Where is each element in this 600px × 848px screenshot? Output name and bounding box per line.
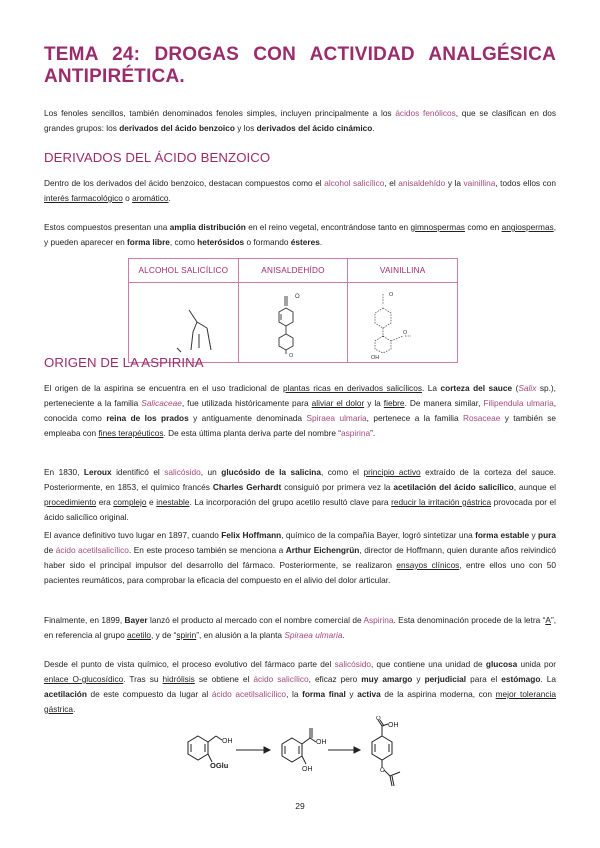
scheme-oh-label-4: OH	[388, 722, 399, 729]
text-run: gimnospermas	[410, 222, 465, 232]
text-run: Finalmente, en 1899,	[44, 615, 125, 625]
text-run: ”.	[370, 428, 376, 438]
text-run: . De esta última planta deriva parte del nombre “	[163, 428, 342, 438]
compounds-table	[128, 258, 458, 363]
text-run: . Esta denominación procede de la letra “	[393, 615, 546, 625]
text-run: derivados del ácido cinámico	[256, 123, 373, 133]
scheme-oh-label-3: OH	[302, 766, 313, 773]
text-run: extraído de la corteza del sauce. Posteriormente, en 1853, el químico francés	[44, 467, 556, 492]
text-run: fines terapéuticos	[98, 428, 164, 438]
text-run: , aunque el	[513, 482, 557, 492]
text-run: , químico de la compañía Bayer, logró sintetizar una	[281, 530, 476, 540]
text-run: , un	[200, 467, 222, 477]
cell-anisaldehido-structure	[238, 283, 348, 363]
text-run: Leroux	[83, 467, 112, 477]
vainillina-methoxy-o-label: O	[402, 329, 407, 336]
table-header-row	[129, 259, 458, 283]
text-run: procedimiento	[44, 497, 97, 507]
text-run: , todos ellos con	[495, 178, 556, 188]
text-run: .	[168, 193, 171, 203]
text-run: . De manera similar,	[404, 398, 484, 408]
text-run: Desde el punto de vista químico, el proceso evolutivo del fármaco parte del	[44, 659, 335, 669]
text-run: . La incorporación del grupo acetilo resultó clave para	[189, 497, 392, 507]
text-run: Salicaceae	[141, 398, 182, 408]
text-run: acetilo	[127, 630, 152, 640]
text-run: Spiraea ulmaria	[306, 413, 367, 423]
benzoico-paragraph-1	[44, 176, 556, 206]
text-run: A	[545, 615, 551, 625]
text-run: Arthur Eichengrün	[285, 545, 360, 555]
table-header-alcohol: ALCOHOL SALICÍLICO	[129, 259, 239, 283]
text-run: angiospermas	[501, 222, 554, 232]
text-run: heterósidos	[197, 237, 245, 247]
text-run: aspirina	[341, 428, 371, 438]
text-run: y los	[234, 123, 257, 133]
text-run: , fue utilizada históricamente para	[181, 398, 312, 408]
text-run: glucósido de la salicina	[221, 467, 321, 477]
vainillina-top-o-label: O	[388, 291, 393, 298]
text-run: Felix Hoffmann	[221, 530, 282, 540]
text-run: como en	[464, 222, 502, 232]
page-number: 29	[295, 801, 305, 811]
text-run: corteza del sauce	[440, 383, 513, 393]
text-run: acetilación	[44, 689, 87, 699]
text-run: glucosa	[485, 659, 518, 669]
text-run: y	[345, 689, 358, 699]
text-run: y	[412, 674, 425, 684]
text-run: ”, en referencia al grupo	[44, 615, 557, 640]
cell-alcohol-structure	[129, 283, 239, 363]
text-run: perjudicial	[424, 674, 467, 684]
text-run: reina de los prados	[106, 413, 189, 423]
text-run: , eficaz pero	[308, 674, 362, 684]
text-run: anisaldehído	[398, 178, 446, 188]
text-run: pura	[538, 530, 556, 540]
text-run: En 1830,	[44, 467, 84, 477]
text-run: o formando	[244, 237, 291, 247]
text-run: era	[96, 497, 114, 507]
text-run: se obtiene el	[194, 674, 254, 684]
benzoico-paragraph-2	[44, 220, 556, 250]
table-structure-row	[129, 283, 458, 363]
text-run: ácido salicílico	[253, 674, 309, 684]
text-run: acetilación del ácido salicílico	[393, 482, 514, 492]
text-run: de la aspirina moderna, con	[380, 689, 496, 699]
intro-paragraph	[44, 106, 556, 136]
text-run: Salix	[518, 383, 537, 393]
aspirina-paragraph-4	[44, 613, 556, 643]
text-run: aromático	[132, 193, 169, 203]
scheme-oh-label-2: OH	[316, 739, 327, 746]
text-run: sp.), perteneciente a la familia	[44, 383, 556, 408]
text-run: .	[319, 237, 323, 247]
vainillina-oh-label: OH	[370, 354, 379, 360]
text-run: , y de “	[151, 630, 177, 640]
text-run: hidrólisis	[162, 674, 195, 684]
text-run: y	[529, 530, 539, 540]
text-run: Bayer	[124, 615, 148, 625]
text-run: Spiraea ulmaria	[284, 630, 343, 640]
text-run: , como	[169, 237, 198, 247]
text-run: Los fenoles sencillos, también denominados fenoles simples, incluyen principalmente a los	[44, 108, 396, 118]
scheme-oh-label-1: OH	[222, 738, 233, 745]
text-run: spirin	[176, 630, 197, 640]
text-run: salicósido	[334, 659, 372, 669]
text-run: , el	[384, 178, 399, 188]
text-run: ácido acetilsalicílico	[55, 545, 129, 555]
text-run: inestable	[156, 497, 190, 507]
text-run: forma final	[302, 689, 346, 699]
aspirina-paragraph-2	[44, 465, 556, 525]
text-run: principio activo	[363, 467, 421, 477]
text-run: aliviar el dolor	[311, 398, 365, 408]
text-run: complejo	[113, 497, 147, 507]
text-run: , que contiene una unidad de	[371, 659, 486, 669]
text-run: El origen de la aspirina se encuentra en el uso tradicional de	[44, 383, 283, 393]
text-run: salicósido	[164, 467, 201, 477]
text-run: y antiguamente denominada	[188, 413, 307, 423]
alcohol-salicilico-structure-image	[133, 288, 233, 358]
text-run: reducir la irritación gástrica	[391, 497, 492, 507]
section-heading-aspirina: ORIGEN DE LA ASPIRINA	[44, 355, 204, 370]
text-run: . En este proceso también se menciona a	[128, 545, 286, 555]
text-run: ensayos clínicos	[396, 560, 460, 570]
text-run: .	[372, 123, 375, 133]
text-run: Charles Gerhardt	[212, 482, 282, 492]
aspirin-synthesis-scheme-image	[178, 716, 422, 792]
text-run: y también se empleaba con	[44, 413, 556, 438]
text-run: para el	[466, 674, 502, 684]
text-run: Estos compuestos presentan una	[44, 222, 170, 232]
text-run: e	[146, 497, 157, 507]
text-run: consiguió por primera vez la	[281, 482, 394, 492]
text-run: Rosaceae	[462, 413, 501, 423]
text-run: forma estable	[475, 530, 530, 540]
text-run: ”, en alusión a la planta	[196, 630, 285, 640]
aspirina-paragraph-1	[44, 381, 556, 441]
page-title	[44, 44, 556, 88]
anisaldehido-bottom-o-label: O	[288, 352, 294, 359]
text-run: de este compuesto da lugar al	[86, 689, 212, 699]
text-run: estómago	[501, 674, 541, 684]
text-run: o	[122, 193, 133, 203]
text-run: , pertenece a la familia	[366, 413, 463, 423]
text-run: forma libre	[127, 237, 170, 247]
text-run: identificó el	[111, 467, 165, 477]
title-line-1: TEMA 24: DROGAS CON ACTIVIDAD ANALGÉSICA	[44, 44, 556, 65]
text-run: mejor tolerancia gástrica	[44, 689, 556, 714]
text-run: enlace O-glucosídico	[44, 674, 124, 684]
aspirina-paragraph-5	[44, 657, 556, 717]
text-run: ácidos fenólicos	[395, 108, 456, 118]
text-run: plantas ricas en derivados salicílicos	[282, 383, 422, 393]
text-run: , como el	[320, 467, 364, 477]
scheme-o-label-1: O	[376, 716, 381, 722]
text-run: fiebre	[383, 398, 405, 408]
text-run: . Tras su	[123, 674, 163, 684]
text-run: , conocida como	[44, 398, 557, 423]
text-run: . La	[540, 674, 557, 684]
text-run: , director de Hoffmann, quien durante años reivindicó haber sido el principal impulsor del desarrollo del fármaco. Posteriormente, se realizaron	[44, 545, 556, 570]
text-run: provocada por el ácido salicílico original.	[44, 497, 556, 522]
text-run: en el reino vegetal, encontrándose tanto en	[245, 222, 411, 232]
table-header-vainillina: VAINILLINA	[348, 259, 458, 283]
text-run: ésteres	[290, 237, 320, 247]
text-run: unida por	[517, 659, 556, 669]
text-run: . La	[421, 383, 441, 393]
text-run: , la	[286, 689, 303, 699]
text-run: interés farmacológico	[44, 193, 123, 203]
table-header-anisaldehido: ANISALDEHÍDO	[238, 259, 348, 283]
text-run: ácido acetilsalicílico	[211, 689, 287, 699]
text-run: vainillina	[463, 178, 496, 188]
text-run: Filipendula ulmaria	[483, 398, 554, 408]
text-run: (	[512, 383, 519, 393]
anisaldehido-top-o-label: O	[294, 293, 300, 300]
aspirina-paragraph-3	[44, 528, 556, 588]
text-run: Aspirina	[363, 615, 394, 625]
text-run: Dentro de los derivados del ácido benzoico, destacan compuestos como el	[44, 178, 325, 188]
text-run: El avance definitivo tuvo lugar en 1897, cuando	[44, 530, 222, 540]
section-heading-benzoico: DERIVADOS DEL ÁCIDO BENZOICO	[44, 150, 271, 165]
text-run: lanzó el producto al mercado con el nombre comercial de	[147, 615, 364, 625]
text-run: alcohol salicílico	[324, 178, 385, 188]
text-run: , y pueden aparecer en	[44, 222, 557, 247]
vainillina-structure-image	[353, 286, 453, 360]
text-run: de	[44, 545, 56, 555]
text-run: derivados del ácido benzoico	[119, 123, 235, 133]
text-run: muy amargo	[361, 674, 413, 684]
text-run: , entre ellos uno con 50 pacientes reumáticos, para comprobar la eficacia del compuesto en el alivio del dolor articular.	[44, 560, 556, 585]
text-run: .	[73, 704, 76, 714]
scheme-o-label-2: O	[380, 768, 385, 774]
title-line-2: ANTIPIRÉTICA.	[44, 66, 185, 87]
text-run: amplia distribución	[169, 222, 246, 232]
text-run: , que se clasifican en dos grandes grupos: los	[44, 108, 556, 133]
text-run: .	[342, 630, 345, 640]
cell-vainillina-structure	[348, 283, 458, 363]
text-run: activa	[357, 689, 381, 699]
anisaldehido-structure-image	[243, 286, 343, 360]
text-run: y la	[364, 398, 384, 408]
text-run: y la	[445, 178, 464, 188]
scheme-oglu-label: OGlu	[210, 761, 229, 770]
